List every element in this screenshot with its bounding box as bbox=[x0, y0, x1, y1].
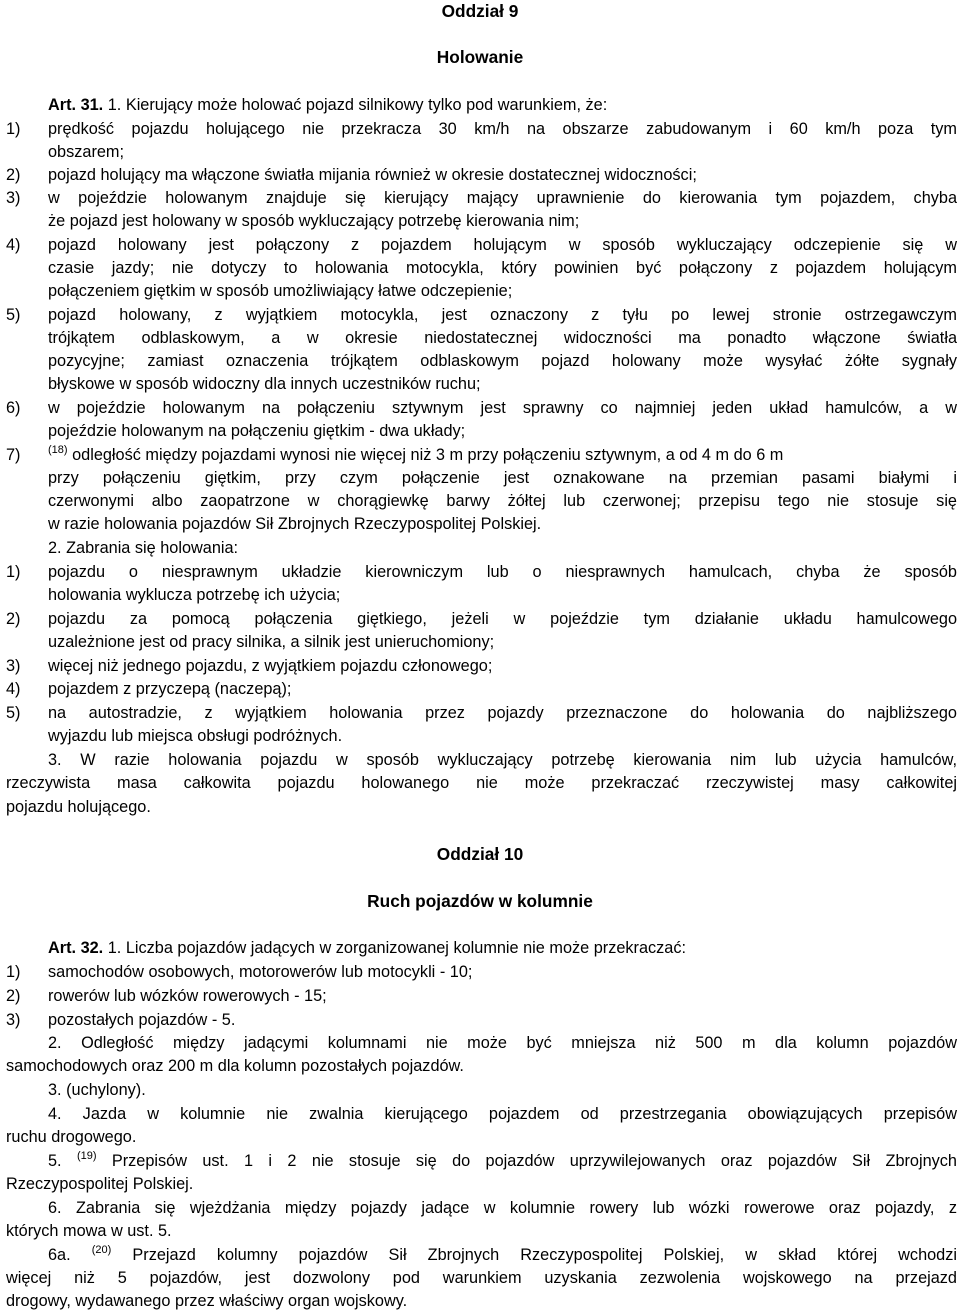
list-item bbox=[6, 608, 957, 631]
list-item bbox=[6, 187, 957, 210]
section-title: Ruch pojazdów w kolumnie bbox=[367, 891, 593, 911]
list-item bbox=[6, 164, 957, 187]
item-text: prędkość pojazdu holującego nie przekracza 30 km/h na obszarze zabudowanym i 60 km/h poza tym bbox=[48, 120, 957, 138]
item-text: trójkątem odblaskowym, a w okresie niedostatecznej widoczności ma ponadto włączone światła bbox=[48, 329, 957, 347]
item-number: 5) bbox=[6, 704, 21, 722]
item-text: pojazd holujący ma włączone światła mijania również w okresie dostatecznej widoczności; bbox=[48, 166, 697, 184]
list-item-continuation bbox=[6, 141, 957, 164]
list-item bbox=[6, 702, 957, 725]
list-item bbox=[6, 678, 957, 701]
item-text: pojazdu za pomocą połączenia giętkiego, jeżeli w pojeździe tym działanie układu hamulcowego bbox=[48, 610, 957, 628]
list-item-continuation bbox=[6, 490, 957, 513]
item-number: 4) bbox=[6, 236, 21, 254]
paragraph-text: samochodowych oraz 200 m dla kolumn pozostałych pojazdów. bbox=[6, 1057, 464, 1075]
item-text: pojeździe holowanym na połączeniu giętkim - dwa układy; bbox=[48, 422, 466, 440]
paragraph bbox=[6, 1103, 957, 1126]
list-item-continuation bbox=[6, 584, 957, 607]
item-text-wrapper bbox=[48, 444, 957, 467]
list-item-continuation bbox=[6, 210, 957, 233]
article-intro bbox=[6, 94, 957, 117]
list-item-continuation bbox=[6, 725, 957, 748]
paragraph-text: rzeczywista masa całkowita pojazdu holowanego nie może przekraczać rzeczywistej masy całkowitej bbox=[6, 774, 957, 792]
item-text: czerwonymi albo zaopatrzone w chorągiewkę barwy żółtej lub czerwonej; przepisu tego nie stosuje się bbox=[48, 492, 957, 510]
article-label: Art. 31. bbox=[48, 96, 104, 114]
list-item bbox=[6, 304, 957, 327]
item-text: pojazdem z przyczepą (naczepą); bbox=[48, 680, 292, 698]
paragraph-text: drogowy, wydawanego przez właściwy organ wojskowy. bbox=[6, 1292, 408, 1310]
paragraph-text: 2. Odległość między jadącymi kolumnami nie może być mniejsza niż 500 m dla kolumn pojazdów bbox=[48, 1034, 957, 1052]
footnote-ref: (19) bbox=[76, 1150, 97, 1162]
paragraph bbox=[6, 1197, 957, 1220]
section-heading: Oddział 9 bbox=[441, 1, 519, 21]
paragraph bbox=[6, 749, 957, 772]
paragraph-text: 4. Jazda w kolumnie nie zwalnia kierującego pojazdem od przestrzegania obowiązujących przepisów bbox=[48, 1105, 957, 1123]
item-number: 1) bbox=[6, 963, 21, 981]
item-number: 2) bbox=[6, 610, 21, 628]
item-text: samochodów osobowych, motorowerów lub motocykli - 10; bbox=[48, 963, 473, 981]
footnote-ref: (20) bbox=[91, 1244, 112, 1256]
paragraph-number: 6a. bbox=[48, 1246, 92, 1264]
item-text: połączeniem giętkim w sposób umożliwiający łatwe odczepienie; bbox=[48, 282, 513, 300]
list-item-continuation bbox=[6, 373, 957, 396]
item-text: w pojeździe holowanym znajduje się kierujący mający uprawnienie do kierowania tym pojazdem, chyba bbox=[48, 189, 957, 207]
paragraph-text: 3. (uchylony). bbox=[48, 1081, 146, 1099]
list-item-continuation bbox=[6, 350, 957, 373]
paragraph bbox=[6, 1079, 957, 1102]
item-text: że pojazd jest holowany w sposób wykluczający potrzebę kierowania nim; bbox=[48, 212, 580, 230]
list-item bbox=[6, 961, 957, 984]
list-item-continuation bbox=[6, 327, 957, 350]
article-intro bbox=[6, 937, 957, 960]
item-number: 2) bbox=[6, 987, 21, 1005]
paragraph-text: Przepisów ust. 1 i 2 nie stosuje się do pojazdów uprzywilejowanych oraz pojazdów Sił Zbrojnych bbox=[96, 1152, 957, 1170]
paragraph-text: Przejazd kolumny pojazdów Sił Zbrojnych Rzeczypospolitej Polskiej, w skład której wchodzi bbox=[111, 1246, 957, 1264]
paragraph bbox=[6, 1244, 957, 1267]
paragraph-text: 6. Zabrania się wjeżdżania między pojazdy jadące w kolumnie rowery lub wózki rowerowe oraz pojazdy, z bbox=[48, 1199, 957, 1217]
list-item-continuation bbox=[6, 467, 957, 490]
item-text: czasie jazdy; nie dotyczy to holowania motocykla, który powinien być połączony z pojazdem holującym bbox=[48, 259, 957, 277]
item-number: 2) bbox=[6, 166, 21, 184]
list-item bbox=[6, 561, 957, 584]
item-text: w razie holowania pojazdów Sił Zbrojnych Rzeczypospolitej Polskiej. bbox=[48, 515, 542, 533]
list-item bbox=[6, 118, 957, 141]
item-number: 7) bbox=[6, 446, 21, 464]
item-text: w pojeździe holowanym na połączeniu sztywnym jest sprawny co najmniej jeden układ hamulców, a w bbox=[48, 399, 957, 417]
list-item-continuation bbox=[6, 280, 957, 303]
paragraph-number: 5. bbox=[48, 1152, 77, 1170]
paragraph-text: których mowa w ust. 5. bbox=[6, 1222, 172, 1240]
item-text: rowerów lub wózków rowerowych - 15; bbox=[48, 987, 327, 1005]
item-text: wyjazdu lub miejsca obsługi podróżnych. bbox=[48, 727, 343, 745]
paragraph-text: pojazdu holującego. bbox=[6, 798, 151, 816]
list-item-continuation bbox=[6, 631, 957, 654]
item-text: pojazd holowany jest połączony z pojazdem holującym w sposób wykluczający odczepienie się w bbox=[48, 236, 957, 254]
article-label: Art. 32. bbox=[48, 939, 104, 957]
item-number: 3) bbox=[6, 1011, 21, 1029]
paragraph-text-wrapper bbox=[48, 1150, 957, 1173]
item-text: holowania wyklucza potrzebę ich użycia; bbox=[48, 586, 341, 604]
paragraph-text: 2. Zabrania się holowania: bbox=[48, 539, 239, 557]
paragraph bbox=[6, 1150, 957, 1173]
list-item bbox=[6, 397, 957, 420]
item-number: 3) bbox=[6, 657, 21, 675]
paragraph-text-wrapper bbox=[48, 1244, 957, 1267]
section-heading: Oddział 10 bbox=[436, 844, 524, 864]
item-text: pojazdu o niesprawnym układzie kierowniczym lub o niesprawnych hamulcach, chyba że sposób bbox=[48, 563, 957, 581]
item-number: 3) bbox=[6, 189, 21, 207]
item-text: pojazd holowany, z wyjątkiem motocykla, jest oznaczony z tyłu po lewej stronie ostrzegawczym bbox=[48, 306, 957, 324]
paragraph bbox=[6, 537, 957, 560]
list-item bbox=[6, 985, 957, 1008]
list-item-continuation bbox=[6, 420, 957, 443]
item-text: błyskowe w sposób widoczny dla innych uczestników ruchu; bbox=[48, 375, 481, 393]
item-text: więcej niż jednego pojazdu, z wyjątkiem pojazdu członowego; bbox=[48, 657, 493, 675]
item-text: pozycyjne; zamiast oznaczenia trójkątem odblaskowym pojazd holowany może wysyłać żółte sygnały bbox=[48, 352, 957, 370]
item-text: odległość między pojazdami wynosi nie więcej niż 3 m przy połączeniu sztywnym, a od 4 m do 6 m bbox=[67, 446, 784, 464]
list-item bbox=[6, 234, 957, 257]
paragraph-text: 3. W razie holowania pojazdu w sposób wykluczający potrzebę kierowania nim lub użycia hamulców, bbox=[48, 751, 957, 769]
item-text: na autostradzie, z wyjątkiem holowania przez pojazdy przeznaczone do holowania do najbliższego bbox=[48, 704, 957, 722]
item-text: przy połączeniu giętkim, przy czym połączenie jest oznakowane na przemian pasami białymi i bbox=[48, 469, 957, 487]
paragraph-text: Rzeczypospolitej Polskiej. bbox=[6, 1175, 194, 1193]
item-text: obszarem; bbox=[48, 143, 125, 161]
paragraph bbox=[6, 1032, 957, 1055]
paragraph-text: więcej niż 5 pojazdów, jest dozwolony pod warunkiem uzyskania zezwolenia wojskowego na przejazd bbox=[6, 1269, 957, 1287]
list-item bbox=[6, 655, 957, 678]
item-number: 5) bbox=[6, 306, 21, 324]
item-number: 4) bbox=[6, 680, 21, 698]
article-intro-text: 1. Liczba pojazdów jadących w zorganizowanej kolumnie nie może przekraczać: bbox=[103, 939, 687, 957]
item-text: pozostałych pojazdów - 5. bbox=[48, 1011, 236, 1029]
item-number: 1) bbox=[6, 120, 21, 138]
article-intro-text: 1. Kierujący może holować pojazd silnikowy tylko pod warunkiem, że: bbox=[103, 96, 608, 114]
paragraph-text: ruchu drogowego. bbox=[6, 1128, 137, 1146]
item-number: 6) bbox=[6, 399, 21, 417]
item-number: 1) bbox=[6, 563, 21, 581]
section-title: Holowanie bbox=[436, 47, 524, 67]
list-item bbox=[6, 444, 957, 467]
item-text: uzależnione jest od pracy silnika, a silnik jest unieruchomiony; bbox=[48, 633, 495, 651]
list-item bbox=[6, 1009, 957, 1032]
footnote-ref: (18) bbox=[48, 444, 68, 456]
list-item-continuation bbox=[6, 257, 957, 280]
list-item-continuation bbox=[6, 513, 957, 536]
